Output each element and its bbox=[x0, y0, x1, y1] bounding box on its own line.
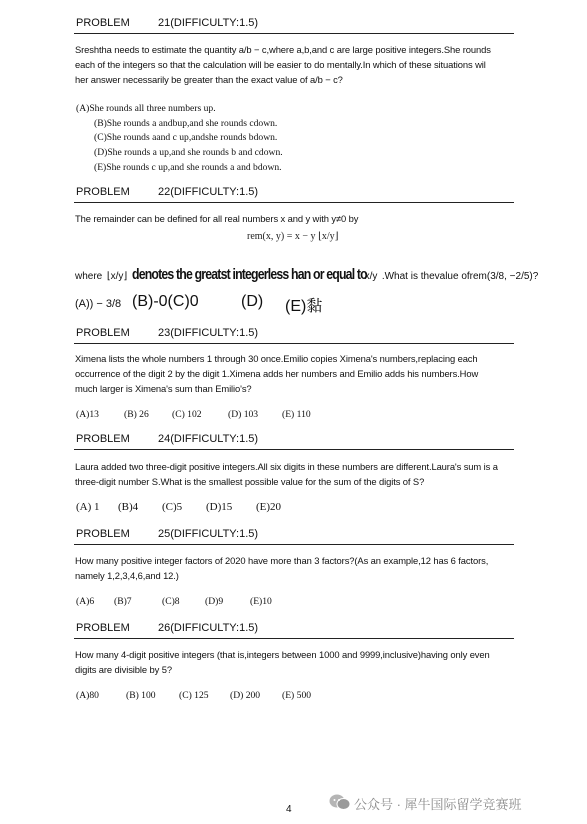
choice-b: (B) 26 bbox=[124, 409, 149, 420]
text-line: How many positive integer factors of 2020 have more than 3 factors?(As an example,12 has 6 factors, bbox=[75, 555, 489, 566]
choice-b-c: (B)-0(C)0 bbox=[132, 293, 199, 310]
where-fraction: ⌊x/y⌋ bbox=[106, 271, 128, 282]
choice-e: (E)黏 bbox=[285, 298, 323, 315]
choice-a: (A)6 bbox=[76, 596, 95, 607]
problem-26-text bbox=[75, 647, 515, 677]
choice-d: (D)9 bbox=[205, 596, 224, 607]
problem-label: PROBLEM bbox=[76, 528, 130, 540]
text-line: namely 1,2,3,4,6,and 12.) bbox=[75, 570, 179, 581]
where-fraction-2: x/y bbox=[364, 271, 378, 282]
choice-e: (E)10 bbox=[250, 596, 272, 607]
choice-e: (E) 500 bbox=[282, 690, 312, 701]
text-line: Sreshtha needs to estimate the quantity a/b − c,where a,b,and c are large positive integers.She rounds bbox=[75, 44, 491, 55]
text-line: three-digit number S.What is the smallest possible value for the sum of the digits of S? bbox=[75, 476, 425, 487]
problem-24-text bbox=[75, 459, 515, 489]
choice-c: (C)5 bbox=[162, 501, 183, 513]
choice-c: (C)8 bbox=[162, 596, 180, 607]
choice-c: (C) 102 bbox=[172, 409, 202, 420]
watermark-text: 公众号 · 犀牛国际留学竞赛班 bbox=[354, 797, 522, 812]
choice-a: (A) 1 bbox=[76, 501, 100, 513]
text-line: occurrence of the digit 2 by the digit 1.Ximena adds her numbers and Emilio adds his numbers.How bbox=[75, 368, 479, 379]
text-line: Ximena lists the whole numbers 1 through 30 once.Emilio copies Ximena's numbers,replacing each bbox=[75, 353, 478, 364]
choice-e: (E)She rounds c up,and she rounds a and bdown. bbox=[94, 162, 282, 173]
problem-label: PROBLEM bbox=[76, 186, 130, 198]
text-line: much larger is Ximena's sum than Emilio's? bbox=[75, 383, 252, 394]
choice-c: (C)She rounds aand c up,andshe rounds bdown. bbox=[94, 132, 278, 143]
choice-d: (D)She rounds a up,and she rounds b and cdown. bbox=[94, 147, 283, 158]
problem-label: PROBLEM bbox=[76, 327, 130, 339]
problem-label: PROBLEM bbox=[76, 622, 130, 634]
problem-number: 24(DIFFICULTY:1.5) bbox=[158, 433, 259, 445]
wechat-icon bbox=[329, 793, 351, 811]
choice-c: (C) 125 bbox=[179, 690, 209, 701]
text-line: her answer necessarily be greater than the exact value of a/b − c? bbox=[75, 74, 343, 85]
where-prefix: where bbox=[75, 271, 103, 282]
choice-d: (D) bbox=[241, 293, 264, 310]
text-line: How many 4-digit positive integers (that is,integers between 1000 and 9999,inclusive)having only even bbox=[75, 649, 490, 660]
problem-label: PROBLEM bbox=[76, 433, 130, 445]
problem-23-text bbox=[75, 351, 515, 396]
choice-b: (B) 100 bbox=[126, 690, 156, 701]
text-line: digits are divisible by 5? bbox=[75, 664, 172, 675]
choice-b: (B)She rounds a andbup,and she rounds cdown. bbox=[94, 118, 278, 129]
problem-25-text bbox=[75, 553, 515, 583]
problem-22-header bbox=[74, 185, 514, 203]
where-question: .What is thevalue ofrem(3/8, −2/5)? bbox=[381, 271, 539, 282]
choice-e: (E) 110 bbox=[282, 409, 311, 420]
text-line: Laura added two three-digit positive integers.All six digits in these numbers are different.Laura's sum is a bbox=[75, 461, 498, 472]
choice-a: (A)80 bbox=[76, 690, 99, 701]
problem-26-header bbox=[74, 621, 514, 639]
problem-number: 25(DIFFICULTY:1.5) bbox=[158, 528, 259, 540]
choice-d: (D) 103 bbox=[228, 409, 259, 420]
choice-e: (E)20 bbox=[256, 501, 282, 513]
remainder-formula: rem(x, y) = x − y ⌊x/y⌋ bbox=[247, 231, 339, 242]
page-number: 4 bbox=[286, 804, 292, 815]
where-definition: denotes the greatst integerless han or equal to bbox=[131, 266, 367, 283]
problem-23-header bbox=[74, 326, 514, 344]
problem-22-where-line bbox=[75, 266, 538, 284]
problem-24-header bbox=[74, 432, 514, 450]
problem-25-header bbox=[74, 527, 514, 545]
choice-d: (D) 200 bbox=[230, 690, 261, 701]
choice-a: (A)13 bbox=[76, 409, 99, 420]
problem-21-header bbox=[74, 16, 514, 34]
text-line: each of the integers so that the calculation will be easier to do mentally.In which of these situations wil bbox=[75, 59, 486, 70]
choice-a: (A)) − 3/8 bbox=[75, 298, 122, 310]
choice-d: (D)15 bbox=[206, 501, 233, 513]
choice-a: (A)She rounds all three numbers up. bbox=[76, 103, 216, 114]
problem-number: 23(DIFFICULTY:1.5) bbox=[158, 327, 259, 339]
problem-number: 26(DIFFICULTY:1.5) bbox=[158, 622, 259, 634]
problem-number: 21(DIFFICULTY:1.5) bbox=[158, 17, 259, 29]
choice-b: (B)4 bbox=[118, 501, 139, 513]
problem-number: 22(DIFFICULTY:1.5) bbox=[158, 186, 259, 198]
problem-21-text bbox=[75, 42, 515, 87]
choice-b: (B)7 bbox=[114, 596, 132, 607]
problem-label: PROBLEM bbox=[76, 17, 130, 29]
problem-22-intro: The remainder can be defined for all real numbers x and y with y≠0 by bbox=[75, 213, 359, 224]
